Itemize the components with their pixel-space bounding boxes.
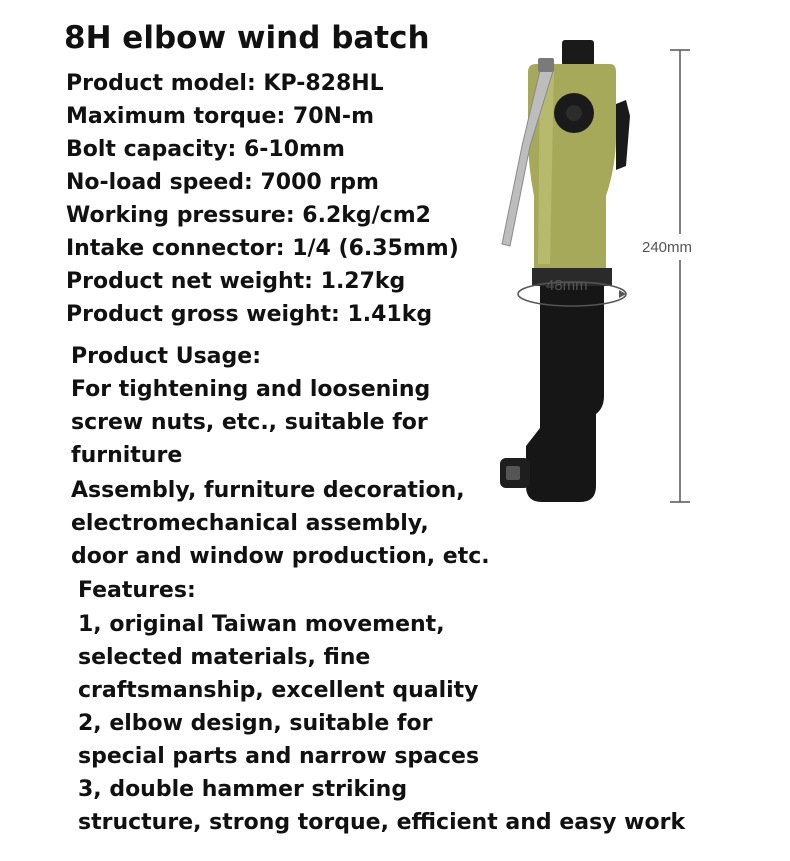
product-image [480,36,730,526]
feature-line: 2, elbow design, suitable for [78,711,433,736]
feature-line: special parts and narrow spaces [78,744,480,769]
spec-net-weight: Product net weight: 1.27kg [66,269,406,294]
spec-torque: Maximum torque: 70N-m [66,104,374,129]
air-inlet-icon [562,40,594,66]
spec-speed: No-load speed: 7000 rpm [66,170,379,195]
feature-line: structure, strong torque, efficient and easy work [78,810,686,835]
features-heading: Features: [78,578,196,603]
usage-line: door and window production, etc. [71,544,490,569]
product-title: 8H elbow wind batch [64,20,430,56]
hammer-housing [526,286,604,502]
feature-line: craftsmanship, excellent quality [78,678,479,703]
spec-bolt-capacity: Bolt capacity: 6-10mm [66,137,345,162]
usage-line: screw nuts, etc., suitable for [71,410,428,435]
spec-pressure: Working pressure: 6.2kg/cm2 [66,203,431,228]
usage-line: Assembly, furniture decoration, [71,478,465,503]
reverse-switch-icon [616,100,630,170]
feature-line: 3, double hammer striking [78,777,408,802]
spec-intake: Intake connector: 1/4 (6.35mm) [66,236,459,261]
height-label: 240mm [642,239,693,256]
spec-gross-weight: Product gross weight: 1.41kg [66,302,433,327]
feature-line: selected materials, fine [78,645,371,670]
usage-line: electromechanical assembly, [71,511,429,536]
diameter-label: 48mm [546,277,588,294]
usage-line: furniture [71,443,183,468]
spec-model: Product model: KP-828HL [66,71,384,96]
usage-line: For tightening and loosening [71,377,431,402]
usage-heading: Product Usage: [71,344,261,369]
feature-line: 1, original Taiwan movement, [78,612,445,637]
